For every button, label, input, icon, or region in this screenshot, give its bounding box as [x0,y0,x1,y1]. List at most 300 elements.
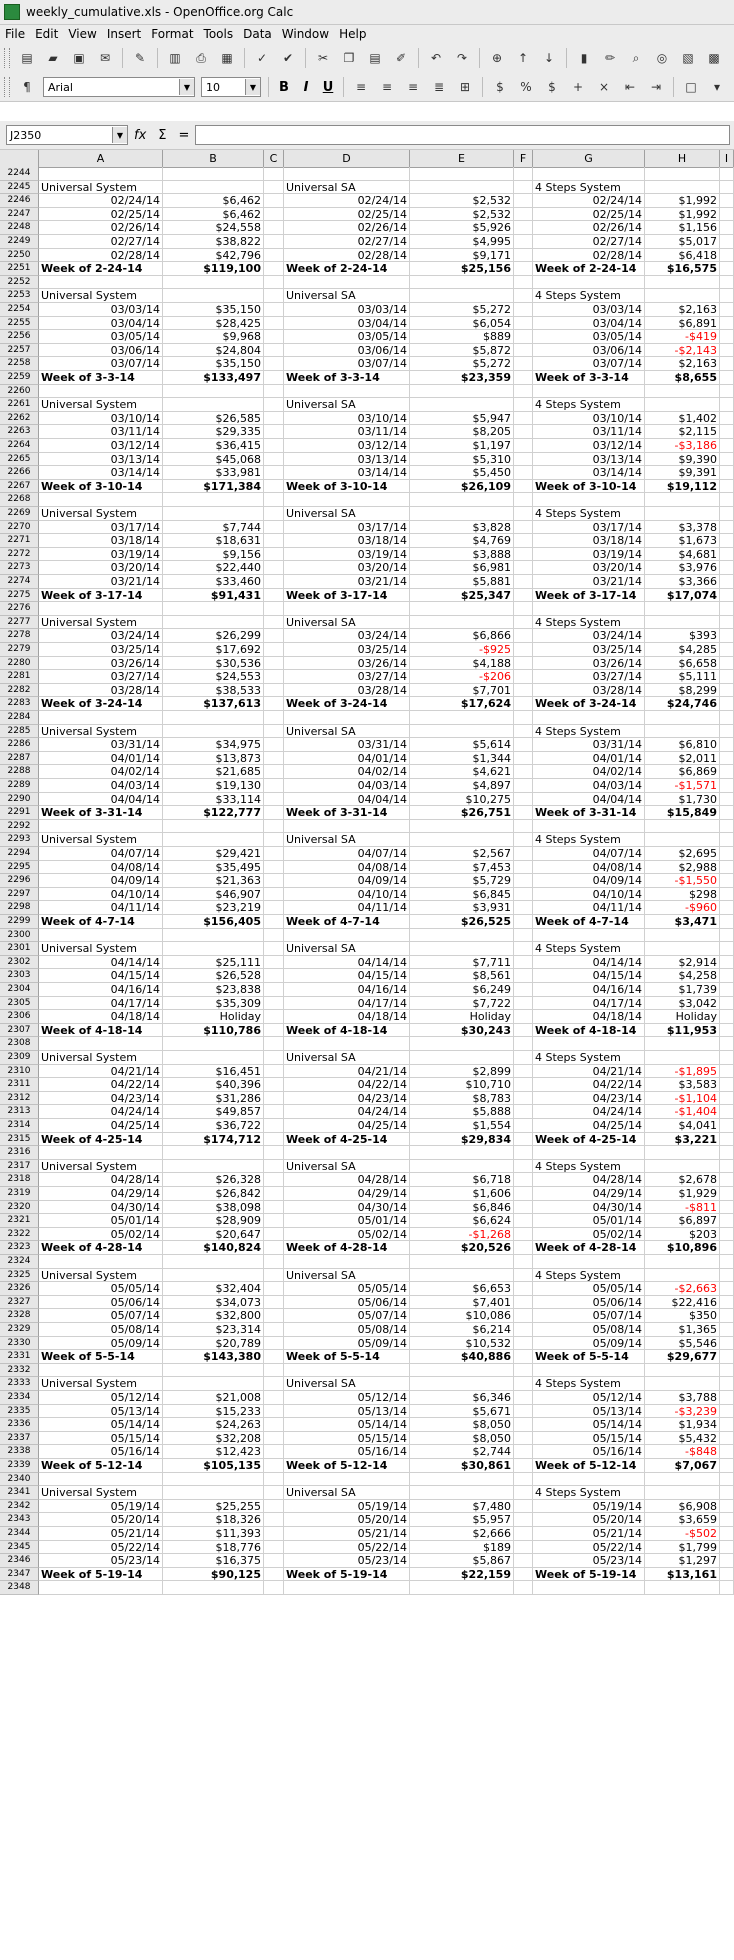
empty-cell[interactable] [39,167,163,181]
empty-cell[interactable] [39,1037,163,1051]
four-steps-value[interactable]: $3,583 [645,1078,720,1092]
empty-cell[interactable] [264,915,284,929]
empty-cell[interactable] [720,371,734,385]
empty-cell[interactable] [264,1051,284,1065]
draw-functions-icon[interactable]: ✏ [604,51,616,65]
week-label[interactable]: Week of 2-24-14 [284,262,410,276]
row-header[interactable]: 2341 [0,1486,39,1500]
universal-sa-value[interactable]: $2,532 [410,194,514,208]
empty-cell[interactable] [720,1309,734,1323]
empty-cell[interactable] [264,385,284,399]
copy-icon[interactable]: ❐ [343,51,355,65]
empty-cell[interactable] [645,1377,720,1391]
empty-cell[interactable] [514,507,533,521]
empty-cell[interactable] [514,262,533,276]
date-cell[interactable]: 04/01/14 [284,752,410,766]
date-cell[interactable]: 05/22/14 [533,1541,645,1555]
date-cell[interactable]: 03/21/14 [533,575,645,589]
bold-icon[interactable]: B [279,79,289,95]
week-label[interactable]: Week of 5-5-14 [284,1350,410,1364]
chevron-down-icon[interactable]: ▼ [112,127,127,143]
empty-cell[interactable] [410,725,514,739]
sort-ascending-icon[interactable]: ↑ [517,51,529,65]
four-steps-value[interactable]: $1,739 [645,983,720,997]
week-label[interactable]: Week of 5-19-14 [533,1568,645,1582]
empty-cell[interactable] [264,398,284,412]
date-cell[interactable]: 04/24/14 [284,1105,410,1119]
empty-cell[interactable] [514,1201,533,1215]
empty-cell[interactable] [533,711,645,725]
column-header-D[interactable]: D [284,150,410,167]
justify-icon[interactable]: ≣ [433,80,445,94]
universal-sa-value[interactable]: $189 [410,1541,514,1555]
empty-cell[interactable] [410,1255,514,1269]
empty-cell[interactable] [410,616,514,630]
empty-cell[interactable] [645,167,720,181]
empty-cell[interactable] [264,1146,284,1160]
four-steps-value[interactable]: $3,042 [645,997,720,1011]
empty-cell[interactable] [163,398,264,412]
date-cell[interactable]: 04/11/14 [284,901,410,915]
section-title-universal-sa[interactable]: Universal SA [284,289,410,303]
empty-cell[interactable] [514,752,533,766]
universal-system-value[interactable]: $19,130 [163,779,264,793]
row-header[interactable]: 2335 [0,1405,39,1419]
four-steps-value[interactable]: -$419 [645,330,720,344]
date-cell[interactable]: 03/31/14 [39,738,163,752]
universal-system-total[interactable]: $90,125 [163,1568,264,1582]
empty-cell[interactable] [720,1010,734,1024]
universal-system-value[interactable]: $18,631 [163,534,264,548]
empty-cell[interactable] [264,956,284,970]
empty-cell[interactable] [720,589,734,603]
four-steps-value[interactable]: $4,258 [645,969,720,983]
empty-cell[interactable] [39,1581,163,1595]
row-header[interactable]: 2344 [0,1527,39,1541]
date-cell[interactable]: 02/24/14 [533,194,645,208]
universal-sa-value[interactable]: $6,653 [410,1282,514,1296]
row-header[interactable]: 2340 [0,1473,39,1487]
row-header[interactable]: 2272 [0,548,39,562]
date-cell[interactable]: 05/07/14 [533,1309,645,1323]
empty-cell[interactable] [264,616,284,630]
empty-cell[interactable] [264,493,284,507]
font-name-combo[interactable] [43,77,195,97]
empty-cell[interactable] [39,1146,163,1160]
column-header-A[interactable]: A [39,150,163,167]
empty-cell[interactable] [163,1377,264,1391]
section-title-universal-system[interactable]: Universal System [39,833,163,847]
empty-cell[interactable] [720,344,734,358]
empty-cell[interactable] [410,507,514,521]
section-title-universal-sa[interactable]: Universal SA [284,398,410,412]
universal-system-value[interactable]: $23,314 [163,1323,264,1337]
date-cell[interactable]: 05/20/14 [39,1513,163,1527]
universal-system-total[interactable]: $110,786 [163,1024,264,1038]
empty-cell[interactable] [514,779,533,793]
date-cell[interactable]: 05/13/14 [284,1405,410,1419]
sort-descending-icon[interactable]: ↓ [543,51,555,65]
universal-sa-value[interactable]: $2,567 [410,847,514,861]
universal-sa-value[interactable]: $5,310 [410,453,514,467]
universal-sa-value[interactable]: -$925 [410,643,514,657]
four-steps-total[interactable]: $24,746 [645,697,720,711]
row-header[interactable]: 2262 [0,412,39,426]
empty-cell[interactable] [410,167,514,181]
empty-cell[interactable] [514,629,533,643]
empty-cell[interactable] [645,725,720,739]
week-label[interactable]: Week of 4-7-14 [533,915,645,929]
universal-sa-value[interactable]: $5,867 [410,1554,514,1568]
empty-cell[interactable] [514,820,533,834]
four-steps-value[interactable]: $2,115 [645,425,720,439]
empty-cell[interactable] [264,1255,284,1269]
empty-cell[interactable] [39,276,163,290]
date-cell[interactable]: 04/01/14 [39,752,163,766]
universal-sa-value[interactable]: $6,718 [410,1173,514,1187]
column-header-E[interactable]: E [410,150,514,167]
universal-sa-value[interactable]: $2,899 [410,1065,514,1079]
empty-cell[interactable] [514,1051,533,1065]
empty-cell[interactable] [514,249,533,263]
date-cell[interactable]: 04/25/14 [39,1119,163,1133]
empty-cell[interactable] [514,847,533,861]
empty-cell[interactable] [163,602,264,616]
empty-cell[interactable] [264,1228,284,1242]
date-cell[interactable]: 04/11/14 [39,901,163,915]
week-label[interactable]: Week of 3-3-14 [39,371,163,385]
empty-cell[interactable] [720,874,734,888]
four-steps-total[interactable]: $8,655 [645,371,720,385]
empty-cell[interactable] [264,289,284,303]
universal-system-value[interactable]: $28,425 [163,317,264,331]
row-header[interactable]: 2251 [0,262,39,276]
empty-cell[interactable] [533,493,645,507]
empty-cell[interactable] [720,765,734,779]
empty-cell[interactable] [720,1323,734,1337]
universal-sa-value[interactable]: $6,845 [410,888,514,902]
date-cell[interactable]: 05/15/14 [39,1432,163,1446]
row-header[interactable]: 2279 [0,643,39,657]
empty-cell[interactable] [720,1513,734,1527]
universal-system-value[interactable]: $25,111 [163,956,264,970]
four-steps-value[interactable]: $1,730 [645,793,720,807]
universal-system-value[interactable]: $35,495 [163,861,264,875]
empty-cell[interactable] [533,929,645,943]
row-header[interactable]: 2315 [0,1133,39,1147]
empty-cell[interactable] [645,276,720,290]
empty-cell[interactable] [410,833,514,847]
four-steps-value[interactable]: $6,810 [645,738,720,752]
row-header[interactable]: 2327 [0,1296,39,1310]
date-cell[interactable]: 05/21/14 [533,1527,645,1541]
four-steps-value[interactable]: $1,402 [645,412,720,426]
row-header[interactable]: 2298 [0,901,39,915]
empty-cell[interactable] [720,317,734,331]
four-steps-value[interactable]: $6,869 [645,765,720,779]
date-cell[interactable]: 04/02/14 [533,765,645,779]
four-steps-value[interactable]: $1,297 [645,1554,720,1568]
universal-sa-value[interactable]: $10,086 [410,1309,514,1323]
section-title-universal-system[interactable]: Universal System [39,942,163,956]
universal-sa-total[interactable]: $25,347 [410,589,514,603]
new-document-icon[interactable]: ▤ [21,51,33,65]
empty-cell[interactable] [264,929,284,943]
date-cell[interactable]: 04/08/14 [284,861,410,875]
empty-cell[interactable] [514,289,533,303]
undo-icon[interactable]: ↶ [430,51,442,65]
four-steps-total[interactable]: $10,896 [645,1241,720,1255]
empty-cell[interactable] [720,412,734,426]
date-cell[interactable]: 04/14/14 [533,956,645,970]
date-cell[interactable]: 04/24/14 [533,1105,645,1119]
empty-cell[interactable] [514,1405,533,1419]
equals-icon[interactable]: = [178,127,190,143]
week-label[interactable]: Week of 2-24-14 [533,262,645,276]
section-title-4-steps-system[interactable]: 4 Steps System [533,1269,645,1283]
empty-cell[interactable] [533,276,645,290]
empty-cell[interactable] [514,1391,533,1405]
four-steps-value[interactable]: $1,929 [645,1187,720,1201]
universal-sa-total[interactable]: $29,834 [410,1133,514,1147]
section-title-universal-system[interactable]: Universal System [39,1486,163,1500]
empty-cell[interactable] [720,942,734,956]
column-header-I[interactable]: I [720,150,734,167]
empty-cell[interactable] [645,833,720,847]
row-header[interactable]: 2346 [0,1554,39,1568]
empty-cell[interactable] [514,793,533,807]
empty-cell[interactable] [264,561,284,575]
empty-cell[interactable] [720,1187,734,1201]
row-header[interactable]: 2278 [0,629,39,643]
empty-cell[interactable] [514,942,533,956]
empty-cell[interactable] [720,262,734,276]
section-title-4-steps-system[interactable]: 4 Steps System [533,725,645,739]
empty-cell[interactable] [264,412,284,426]
universal-system-value[interactable]: $29,335 [163,425,264,439]
section-title-4-steps-system[interactable]: 4 Steps System [533,833,645,847]
date-cell[interactable]: 05/08/14 [284,1323,410,1337]
four-steps-total[interactable]: $17,074 [645,589,720,603]
date-cell[interactable]: 04/17/14 [284,997,410,1011]
universal-system-value[interactable]: $12,423 [163,1445,264,1459]
empty-cell[interactable] [720,303,734,317]
universal-system-value[interactable]: $32,800 [163,1309,264,1323]
empty-cell[interactable] [514,1092,533,1106]
date-cell[interactable]: 03/25/14 [284,643,410,657]
empty-cell[interactable] [410,820,514,834]
empty-cell[interactable] [720,725,734,739]
empty-cell[interactable] [514,1187,533,1201]
empty-cell[interactable] [284,929,410,943]
date-cell[interactable]: 05/09/14 [533,1337,645,1351]
date-cell[interactable]: 05/23/14 [533,1554,645,1568]
empty-cell[interactable] [514,915,533,929]
universal-system-value[interactable]: $34,073 [163,1296,264,1310]
four-steps-value[interactable]: -$811 [645,1201,720,1215]
universal-system-value[interactable]: $38,098 [163,1201,264,1215]
row-header[interactable]: 2255 [0,317,39,331]
date-cell[interactable]: 04/28/14 [284,1173,410,1187]
date-cell[interactable]: 05/20/14 [284,1513,410,1527]
section-title-4-steps-system[interactable]: 4 Steps System [533,398,645,412]
date-cell[interactable]: 03/19/14 [284,548,410,562]
empty-cell[interactable] [264,629,284,643]
empty-cell[interactable] [284,1473,410,1487]
empty-cell[interactable] [264,1173,284,1187]
menu-help[interactable]: Help [339,27,367,41]
empty-cell[interactable] [514,670,533,684]
empty-cell[interactable] [645,1160,720,1174]
empty-cell[interactable] [410,929,514,943]
date-cell[interactable]: 03/07/14 [39,357,163,371]
empty-cell[interactable] [264,1581,284,1595]
date-cell[interactable]: 03/11/14 [284,425,410,439]
universal-system-value[interactable]: $35,150 [163,357,264,371]
date-cell[interactable]: 03/04/14 [284,317,410,331]
universal-system-value[interactable]: $6,462 [163,208,264,222]
date-cell[interactable]: 03/10/14 [39,412,163,426]
empty-cell[interactable] [514,1337,533,1351]
four-steps-value[interactable]: $1,365 [645,1323,720,1337]
date-cell[interactable]: 04/18/14 [284,1010,410,1024]
row-header[interactable]: 2275 [0,589,39,603]
empty-cell[interactable] [720,493,734,507]
empty-cell[interactable] [163,1255,264,1269]
menu-data[interactable]: Data [243,27,272,41]
column-header-C[interactable]: C [264,150,284,167]
section-title-universal-sa[interactable]: Universal SA [284,616,410,630]
date-cell[interactable]: 04/29/14 [284,1187,410,1201]
universal-system-value[interactable]: $18,326 [163,1513,264,1527]
four-steps-value[interactable]: $1,992 [645,208,720,222]
universal-sa-value[interactable]: $6,866 [410,629,514,643]
empty-cell[interactable] [410,493,514,507]
four-steps-value[interactable]: $6,897 [645,1214,720,1228]
empty-cell[interactable] [264,1350,284,1364]
empty-cell[interactable] [264,765,284,779]
empty-cell[interactable] [533,1255,645,1269]
empty-cell[interactable] [163,1364,264,1378]
date-cell[interactable]: 05/15/14 [533,1432,645,1446]
date-cell[interactable]: 05/13/14 [533,1405,645,1419]
date-cell[interactable]: 05/21/14 [39,1527,163,1541]
universal-system-value[interactable]: $7,744 [163,521,264,535]
universal-system-value[interactable]: $15,233 [163,1405,264,1419]
row-header[interactable]: 2299 [0,915,39,929]
date-cell[interactable]: 04/16/14 [284,983,410,997]
universal-sa-value[interactable]: $6,981 [410,561,514,575]
formula-input[interactable] [195,125,730,145]
row-header[interactable]: 2292 [0,820,39,834]
empty-cell[interactable] [514,1323,533,1337]
four-steps-value[interactable]: $1,799 [645,1541,720,1555]
row-header[interactable]: 2332 [0,1364,39,1378]
universal-system-total[interactable]: $174,712 [163,1133,264,1147]
align-left-icon[interactable]: ≡ [355,80,367,94]
four-steps-value[interactable]: $2,678 [645,1173,720,1187]
date-cell[interactable]: 03/24/14 [533,629,645,643]
empty-cell[interactable] [264,1486,284,1500]
section-title-universal-system[interactable]: Universal System [39,398,163,412]
date-cell[interactable]: 04/22/14 [533,1078,645,1092]
empty-cell[interactable] [720,997,734,1011]
universal-sa-value[interactable]: $6,249 [410,983,514,997]
universal-system-value[interactable]: $33,460 [163,575,264,589]
row-header[interactable]: 2273 [0,561,39,575]
empty-cell[interactable] [514,1473,533,1487]
universal-system-value[interactable]: $36,722 [163,1119,264,1133]
row-header[interactable]: 2337 [0,1432,39,1446]
empty-cell[interactable] [39,1255,163,1269]
empty-cell[interactable] [514,371,533,385]
date-cell[interactable]: 03/17/14 [533,521,645,535]
universal-sa-value[interactable]: $6,346 [410,1391,514,1405]
empty-cell[interactable] [720,276,734,290]
week-label[interactable]: Week of 3-3-14 [284,371,410,385]
empty-cell[interactable] [720,385,734,399]
empty-cell[interactable] [720,670,734,684]
date-cell[interactable]: 03/20/14 [533,561,645,575]
empty-cell[interactable] [264,1133,284,1147]
date-cell[interactable]: 04/15/14 [39,969,163,983]
week-label[interactable]: Week of 4-18-14 [533,1024,645,1038]
date-cell[interactable]: 04/08/14 [533,861,645,875]
universal-sa-value[interactable]: $10,275 [410,793,514,807]
empty-cell[interactable] [264,1214,284,1228]
date-cell[interactable]: 05/01/14 [39,1214,163,1228]
date-cell[interactable]: 04/07/14 [39,847,163,861]
empty-cell[interactable] [645,616,720,630]
universal-sa-value[interactable]: $5,272 [410,303,514,317]
date-cell[interactable]: 05/22/14 [284,1541,410,1555]
four-steps-total[interactable]: $3,221 [645,1133,720,1147]
empty-cell[interactable] [514,1214,533,1228]
date-cell[interactable]: 04/07/14 [533,847,645,861]
date-cell[interactable]: 05/02/14 [533,1228,645,1242]
empty-cell[interactable] [163,725,264,739]
four-steps-value[interactable]: $2,163 [645,357,720,371]
currency-format-icon[interactable]: $ [496,80,504,94]
empty-cell[interactable] [514,643,533,657]
empty-cell[interactable] [720,181,734,195]
section-title-universal-system[interactable]: Universal System [39,616,163,630]
empty-cell[interactable] [264,1201,284,1215]
date-cell[interactable]: 02/27/14 [284,235,410,249]
row-header[interactable]: 2330 [0,1337,39,1351]
empty-cell[interactable] [720,425,734,439]
universal-system-value[interactable]: $24,558 [163,221,264,235]
empty-cell[interactable] [533,167,645,181]
row-header[interactable]: 2313 [0,1105,39,1119]
universal-sa-value[interactable]: $7,401 [410,1296,514,1310]
empty-cell[interactable] [163,1146,264,1160]
empty-cell[interactable] [264,344,284,358]
empty-cell[interactable] [163,181,264,195]
universal-sa-total[interactable]: $25,156 [410,262,514,276]
section-title-universal-system[interactable]: Universal System [39,1051,163,1065]
empty-cell[interactable] [163,711,264,725]
universal-sa-total[interactable]: $40,886 [410,1350,514,1364]
empty-cell[interactable] [514,969,533,983]
empty-cell[interactable] [163,289,264,303]
universal-sa-value[interactable]: $5,272 [410,357,514,371]
empty-cell[interactable] [514,1133,533,1147]
four-steps-value[interactable]: $9,391 [645,466,720,480]
empty-cell[interactable] [264,643,284,657]
empty-cell[interactable] [410,1037,514,1051]
universal-system-value[interactable]: $42,796 [163,249,264,263]
